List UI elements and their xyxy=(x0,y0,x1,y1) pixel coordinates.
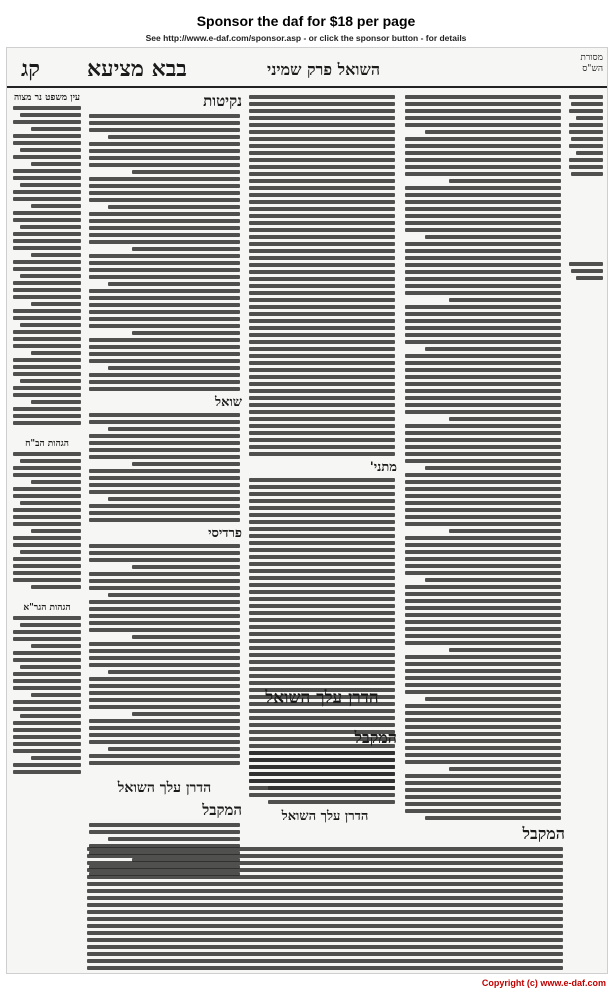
tosafot-label: נקיטות xyxy=(203,92,242,110)
tosafot-column xyxy=(87,92,242,879)
mesoret-label: מסורת הש"ס xyxy=(580,53,603,74)
next-chapter-word: המקבל xyxy=(354,728,397,747)
rashi-column xyxy=(403,92,563,823)
tosafot-hadran: הדרן עלך השואל xyxy=(117,780,212,796)
hagahot-bach-label: הגהות הב"ח xyxy=(25,439,69,449)
hadran-title: הדרן עלך השואל xyxy=(265,688,379,708)
sponsor-banner[interactable] xyxy=(0,0,612,45)
sponsor-title[interactable]: Sponsor the daf for $18 per page xyxy=(196,13,416,29)
page-header xyxy=(7,48,607,88)
tractate-name: בבא מציעא xyxy=(87,56,187,82)
bottom-commentary xyxy=(85,808,565,974)
page-number: קג xyxy=(21,56,41,82)
pardeisei-label: פרדיסי xyxy=(208,526,242,541)
chapter-name: השואל פרק שמיני xyxy=(267,60,381,79)
hagahot-gra-label: הגהות הגר"א xyxy=(23,603,71,613)
ein-mishpat-label: עין משפט נר מצוה xyxy=(13,93,81,103)
ein-mishpat-column xyxy=(11,92,83,777)
matni-label: מתני' xyxy=(369,460,397,475)
copyright-link[interactable]: Copyright (c) www.e-daf.com xyxy=(481,978,606,988)
next-chapter-start xyxy=(247,728,397,807)
sponsor-subtitle[interactable]: See http://www.e-daf.com/sponsor.asp - or click the sponsor button - for details xyxy=(145,33,467,43)
talmud-page-scan xyxy=(6,47,608,974)
shoel-label: שואל xyxy=(215,395,242,410)
bottom-next-word: המקבל xyxy=(522,824,565,843)
tosafot-next-word: המקבל xyxy=(202,801,242,819)
bottom-hadran: הדרן עלך השואל xyxy=(281,809,369,824)
mesoret-column xyxy=(567,92,605,283)
